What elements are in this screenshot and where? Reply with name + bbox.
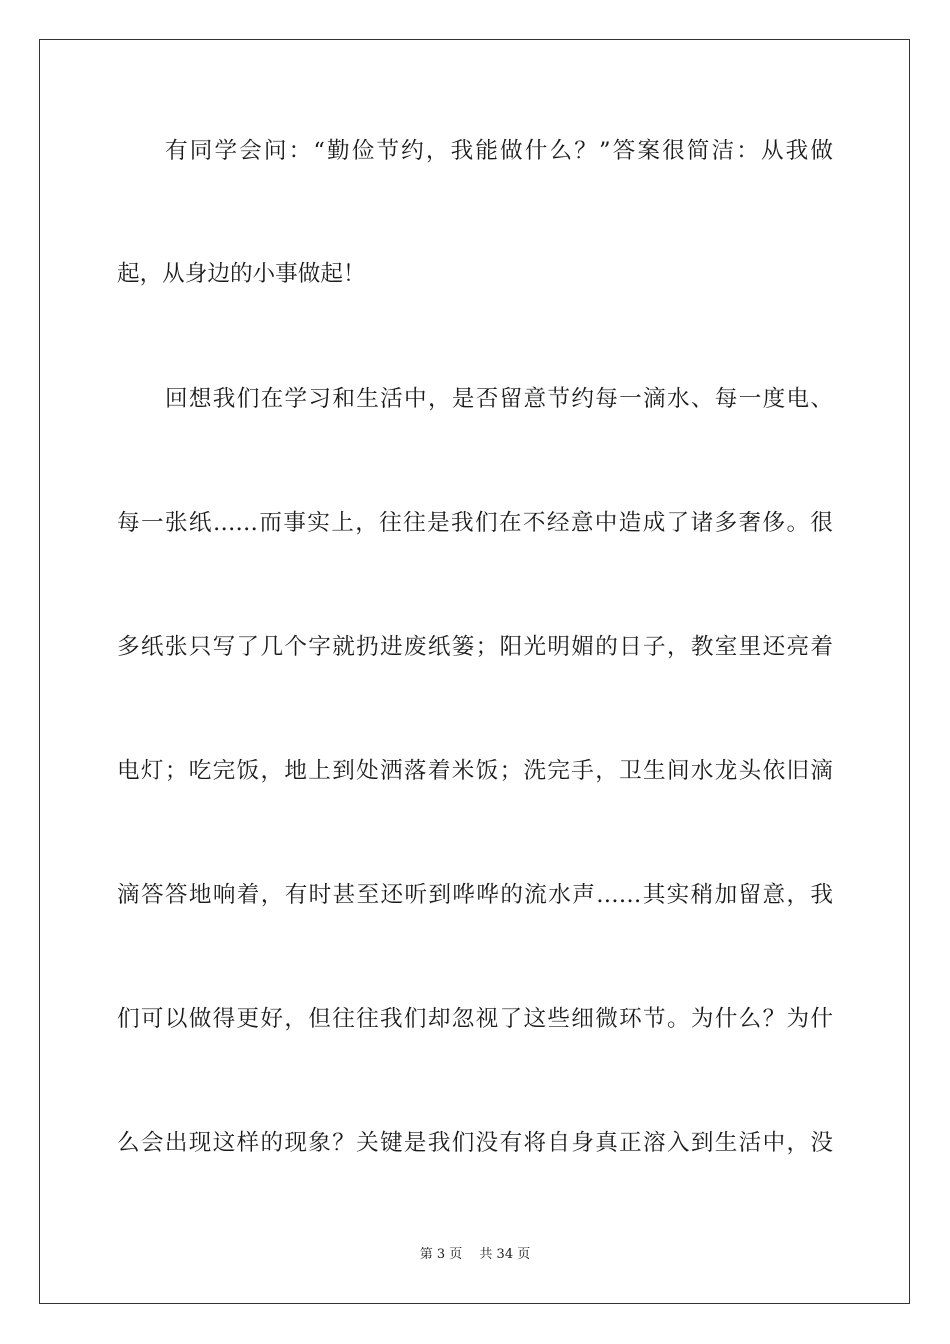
paragraph-2-line-5: 滴答答地响着，有时甚至还听到哗哗的流水声……其实稍加留意，我: [117, 882, 833, 908]
paragraph-2-line-4: 电灯；吃完饭，地上到处洒落着米饭；洗完手，卫生间水龙头依旧滴: [117, 758, 833, 784]
paragraph-2-line-3: 多纸张只写了几个字就扔进废纸篓；阳光明媚的日子，教室里还亮着: [117, 634, 833, 660]
paragraph-2-line-1: 回想我们在学习和生活中，是否留意节约每一滴水、每一度电、: [165, 386, 833, 412]
paragraph-2-line-2: 每一张纸……而事实上，往往是我们在不经意中造成了诸多奢侈。很: [117, 510, 833, 536]
page-number-footer: 第 3 页 共 34 页: [419, 1247, 531, 1262]
paragraph-2-line-7: 么会出现这样的现象？关键是我们没有将自身真正溶入到生活中，没: [117, 1130, 833, 1156]
page-frame: [39, 39, 910, 1304]
paragraph-1-line-1: 有同学会问：“勤俭节约，我能做什么？”答案很简洁：从我做: [165, 138, 833, 164]
paragraph-1-line-2: 起，从身边的小事做起！: [117, 261, 366, 287]
paragraph-2-line-6: 们可以做得更好，但往往我们却忽视了这些细微环节。为什么？为什: [117, 1006, 833, 1032]
